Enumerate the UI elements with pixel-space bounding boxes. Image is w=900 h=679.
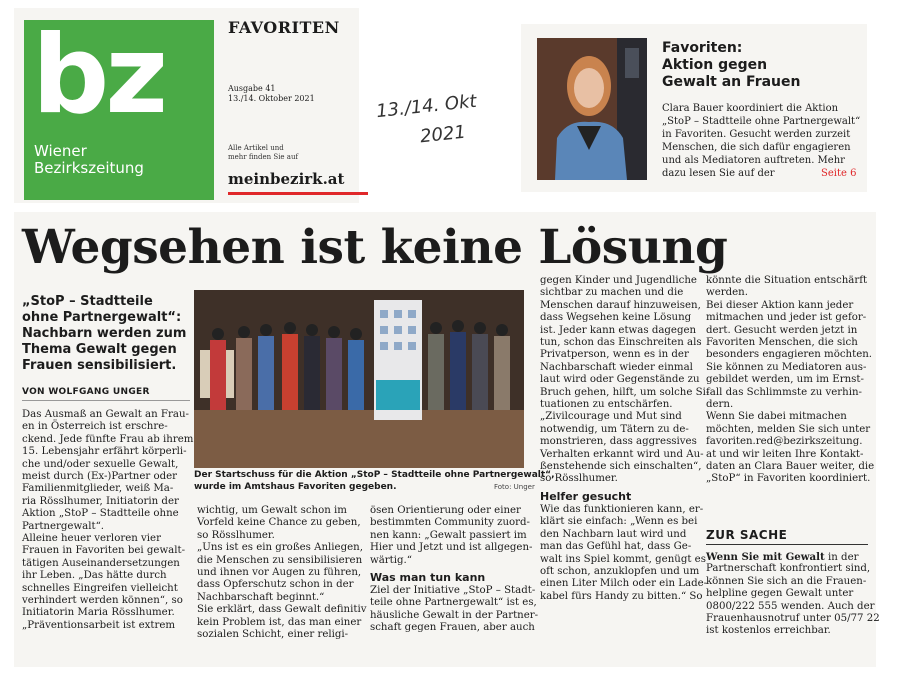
text-line: fall das Schlimmste zu verhin- [706, 386, 862, 398]
teaser-text-line: dazu lesen Sie auf der [662, 168, 775, 179]
teaser-page-ref: Seite 6 [821, 168, 857, 179]
text-line: Vorfeld keine Chance zu geben, [197, 517, 361, 529]
text-line: kein Problem ist, das man einer [197, 616, 362, 628]
group-photo-illustration [194, 290, 524, 468]
text-line: Privatperson, wenn es in der [540, 349, 689, 361]
text-line: werden. [706, 287, 748, 299]
info-box-first-line [706, 551, 858, 564]
text-line: sichtbar zu machen und die [540, 287, 684, 299]
text-line: tätigen Auseinandersetzungen [22, 557, 180, 569]
text-line: ßenstehende sich einschalten“, [540, 461, 702, 472]
text-line: Menschen darauf hinzuweisen, [540, 299, 701, 311]
teaser-title-line-2: Aktion gegen [662, 57, 768, 73]
text-line: Sie erklärt, dass Gewalt definitiv [197, 604, 367, 616]
text-line: daten an Clara Bauer weiter, die [706, 461, 875, 472]
text-line: kabel fürs Handy zu bitten.“ So [540, 590, 703, 602]
text-line: einen Liter Milch oder ein Lade- [540, 578, 708, 590]
text-line: Frauen in Favoriten bei gewalt- [22, 545, 186, 557]
text-line: „Zivilcourage und Mut sind [540, 411, 682, 423]
text-line: gegen Kinder und Jugendliche [540, 275, 697, 286]
text-line: walt ins Spiel kommt, genügt es [540, 553, 706, 565]
teaser-photo [537, 38, 647, 180]
text-line: Das Ausmaß an Gewalt an Frau- [22, 409, 189, 420]
text-line: dern. [706, 399, 734, 410]
text-line: Wie das funktionieren kann, er- [540, 504, 704, 515]
text-line: teile ohne Partnergewalt“ ist es, [370, 597, 537, 609]
subhead-was-man-tun-kann: Was man tun kann [370, 571, 486, 584]
text-line: favoriten.red@bezirkszeitung. [706, 436, 863, 448]
logo-line-1: Wiener [34, 142, 87, 160]
text-line: Hier und Jetzt und ist allgegen- [370, 542, 533, 554]
portrait-illustration [537, 38, 647, 180]
text-line: und ihnen vor Augen zu führen, [197, 567, 362, 578]
event-photo [194, 290, 524, 468]
text-line: „Uns ist es ein großes Anliegen, [197, 542, 363, 554]
text-line: monstrieren, dass aggressives [540, 436, 697, 448]
text-line: so Rösslhumer. [197, 529, 275, 541]
byline: VON WOLFGANG UNGER [22, 387, 150, 397]
text-line: Verhalten erkannt wird und Au- [540, 448, 704, 460]
text-line: notwendig, um Tätern zu de- [540, 423, 689, 435]
headline: Wegsehen ist keine Lösung [22, 220, 728, 275]
logo-text: bz [32, 13, 165, 138]
text-line: dass Wegsehen keine Lösung [540, 312, 692, 324]
text-line: „StoP“ in Favoriten koordiniert. [706, 473, 871, 485]
text-line: dass Opferschutz schon in der [197, 579, 354, 591]
photo-caption-line-1: Der Startschuss für die Aktion „StoP – Stadtteile ohne Partnergewalt“, [194, 470, 555, 480]
subhead-helfer-gesucht: Helfer gesucht [540, 490, 632, 503]
text-line: schnelles Eingreifen vielleicht [22, 582, 178, 594]
text-line: verhindert werden können“, so [22, 595, 183, 606]
text-line: nen kann: „Gewalt passiert im [370, 529, 527, 541]
text-line: Frauenhausnotruf unter 05/77 22 [706, 613, 880, 624]
text-line: können Sie sich an die Frauen- [706, 575, 867, 587]
handwritten-date-line-2: 2021 [419, 121, 467, 148]
text-line: ösen Orientierung oder einer [370, 505, 521, 516]
more-info-line-1: Alle Artikel und [228, 144, 284, 152]
text-line: Familienmitglieder, weiß Ma- [22, 483, 174, 495]
logo-line-2: Bezirkszeitung [34, 159, 144, 177]
masthead [14, 8, 359, 203]
text-line: tun, schon das Einschreiten als [540, 337, 702, 348]
text-line: ihr Leben. „Das hätte durch [22, 570, 167, 582]
text-line: gebildet werden, um im Ernst- [706, 374, 864, 386]
info-box-lead-rest: in der [824, 552, 859, 563]
text-line: wichtig, um Gewalt schon im [197, 505, 347, 516]
teaser-text-line: und als Mediatoren auftreten. Mehr [662, 155, 845, 166]
text-line: Alleine heuer verloren vier [22, 533, 161, 544]
issue-number: Ausgabe 41 [228, 84, 276, 93]
text-line: Ziel der Initiative „StoP – Stadt- [370, 585, 536, 596]
text-line: man das Gefühl hat, dass Ge- [540, 541, 692, 553]
article [14, 212, 880, 667]
teaser-text-line: in Favoriten. Gesucht werden zurzeit [662, 129, 851, 140]
teaser-text-line: Menschen, die sich dafür engagieren [662, 142, 851, 153]
text-line: Aktion „StoP – Stadtteile ohne [22, 508, 179, 520]
text-line: dert. Gesucht werden jetzt in [706, 324, 858, 336]
text-line: die Menschen zu sensibilisieren [197, 554, 363, 566]
text-line: Bruch gehen, hilft, um solche Si- [540, 386, 710, 398]
text-line: meist durch (Ex-)Partner oder [22, 471, 178, 482]
text-line: ckend. Jede fünfte Frau ab ihrem [22, 433, 194, 445]
text-line: tuationen zu entschärfen. [540, 399, 673, 410]
more-info-line-2: mehr finden Sie auf [228, 153, 299, 161]
photo-credit: Foto: Unger [494, 483, 535, 491]
issue-date: 13./14. Oktober 2021 [228, 94, 315, 103]
text-line: Wenn Sie dabei mitmachen [706, 411, 847, 423]
subheadline-line: Thema Gewalt gegen [22, 342, 177, 357]
text-line: könnte die Situation entschärft [706, 275, 868, 286]
text-line: Partnerschaft konfrontiert sind, [706, 563, 871, 575]
teaser-title-line-3: Gewalt an Frauen [662, 74, 801, 90]
text-line: Nachbarschaft wieder einmal [540, 361, 693, 373]
text-line: den Nachbarn laut wird und [540, 528, 687, 540]
text-line: „Präventionsarbeit ist extrem [22, 619, 176, 631]
byline-rule [22, 400, 190, 401]
teaser-text-line: Clara Bauer koordiniert die Aktion [662, 103, 839, 114]
text-line: besonders engagieren möchten. [706, 349, 873, 361]
text-line: helpline gegen Gewalt unter [706, 588, 854, 600]
info-box-lead: Wenn Sie mit Gewalt [706, 551, 825, 563]
text-line: en in Österreich ist erschre- [22, 421, 168, 433]
text-line: häusliche Gewalt in der Partner- [370, 609, 539, 621]
site-underline [228, 192, 368, 195]
text-line: Partnergewalt“. [22, 520, 105, 532]
text-line: Nachbarschaft beginnt.“ [197, 591, 325, 603]
text-line: Favoriten Menschen, die sich [706, 337, 858, 348]
text-line: ist kostenlos erreichbar. [706, 625, 831, 637]
teaser-text-line: „StoP – Stadtteile ohne Partnergewalt“ [662, 116, 861, 127]
text-line: laut wird oder Gegenstände zu [540, 374, 700, 386]
photo-caption-line-2: wurde im Amtshaus Favoriten gegeben. [194, 482, 397, 492]
text-line: Initiatorin Maria Rösslhumer. [22, 607, 175, 619]
text-line: Sie können zu Mediatoren aus- [706, 361, 867, 373]
info-box-rule [706, 544, 868, 545]
text-line: wärtig.“ [370, 554, 412, 566]
section-title: FAVORITEN [228, 18, 340, 37]
text-line: sozialen Schicht, einer religi- [197, 629, 349, 640]
text-line: Bei dieser Aktion kann jeder [706, 299, 854, 311]
subheadline-line: Nachbarn werden zum [22, 326, 187, 341]
info-box-title: ZUR SACHE [706, 528, 788, 542]
text-line: che und/oder sexuelle Gewalt, [22, 458, 179, 470]
text-line: 0800/222 555 wenden. Auch der [706, 600, 875, 612]
text-line: möchten, melden Sie sich unter [706, 423, 871, 435]
text-line: klärt sie einfach: „Wenn es bei [540, 516, 698, 528]
text-line: bestimmten Community zuord- [370, 517, 530, 529]
subheadline-line: ohne Partnergewalt“: [22, 310, 182, 325]
site-url: meinbezirk.at [228, 170, 345, 188]
text-line: so Rösslhumer. [540, 473, 618, 485]
text-line: schaft gegen Frauen, aber auch [370, 622, 535, 634]
text-line: 15. Lebensjahr erfährt körperli- [22, 446, 187, 458]
subheadline-line: Frauen sensibilisiert. [22, 358, 177, 373]
text-line: ist. Jeder kann etwas dagegen [540, 324, 697, 336]
teaser-title-line-1: Favoriten: [662, 40, 743, 56]
text-line: oft schon, anzuklopfen und um [540, 566, 700, 577]
teaser-box [521, 24, 867, 192]
text-line: at und wir leiten Ihre Kontakt- [706, 448, 864, 460]
subheadline-line: „StoP – Stadtteile [22, 294, 153, 309]
text-line: ria Rösslhumer, Initiatorin der [22, 495, 179, 507]
handwritten-date-line-1: 13./14. Okt [375, 90, 478, 123]
text-line: mitmachen und jeder ist gefor- [706, 312, 867, 324]
